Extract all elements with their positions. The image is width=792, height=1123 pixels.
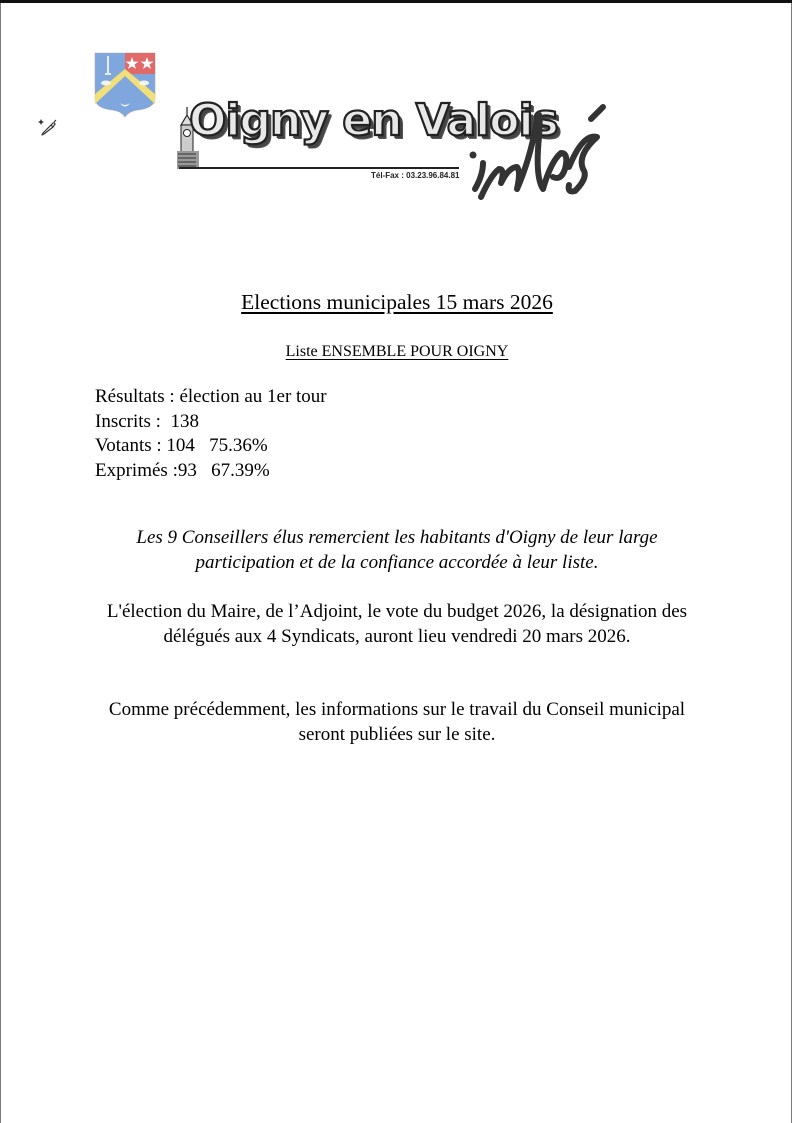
- website-info-paragraph: Comme précédemment, les informations sur le travail du Conseil municipal seront publiées sur le site.: [108, 699, 686, 745]
- results-expressed-line: Exprimés :93 67.39%: [95, 459, 270, 481]
- page-title: Elections municipales 15 mars 2026: [241, 290, 553, 314]
- results-round-line: Résultats : élection au 1er tour: [95, 386, 327, 407]
- banner-rule: [179, 167, 459, 169]
- election-results: [95, 385, 327, 483]
- results-registered-line: Inscrits : 138: [95, 410, 199, 432]
- banner-title: Oigny en Valois: [189, 95, 558, 146]
- document-page: [0, 3, 792, 1123]
- newsletter-banner-logo: [175, 95, 609, 201]
- thanks-paragraph: Les 9 Conseillers élus remercient les habitants d'Oigny de leur large participation et de la confiance accordée à leur liste.: [136, 527, 658, 573]
- ai-edit-pen-icon[interactable]: [38, 117, 58, 137]
- coat-of-arms-logo: [94, 52, 156, 118]
- list-subtitle: Liste ENSEMBLE POUR OIGNY: [285, 343, 509, 360]
- results-voters-line: Votants : 104 75.36%: [95, 435, 268, 456]
- phone-fax-number: Tél-Fax : 03.23.96.84.81: [371, 171, 460, 180]
- upcoming-meeting-paragraph: L'élection du Maire, de l’Adjoint, le vote du budget 2026, la désignation des délégués aux 4 Syndicats, auront lieu vendredi 20 mars 2026.: [106, 601, 688, 647]
- infos-script-logo: [465, 97, 607, 201]
